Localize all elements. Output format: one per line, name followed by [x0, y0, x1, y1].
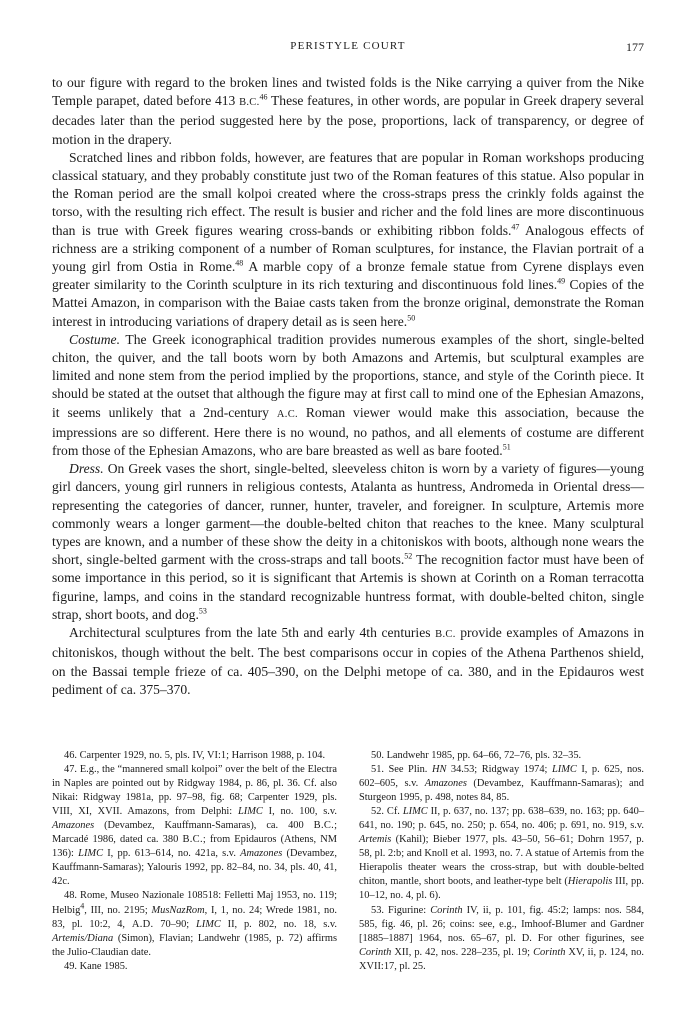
text-run: Roman viewer would make this association, because the impressions are so different. Here there is no wound, no pathos, and all elements of costume are different from those of the Ephesian Amazons, who are bare breasted as well as bare footed.	[52, 404, 644, 459]
text-run: ; Marcadé 1986, dated ca. 380	[52, 820, 337, 846]
italic-run: Artemis/Diana	[52, 932, 114, 944]
footnote-ref: 47	[511, 222, 520, 232]
small-caps-run: B.C.	[435, 629, 456, 641]
italic-run: Dress.	[69, 461, 104, 477]
running-head	[52, 40, 644, 58]
footnote-46	[52, 749, 337, 763]
text-run: (Kahil); Bieber 1977, pls. 43–50, 56–61; Dohrn 1957, p. 58, pl. 2:b; and Knoll et al. 1993, no. 7. A statue of Artemis from the Hierapolis theater wears the cross-strap, but with double-belted chiton, mantle, short boots, and leather-type belt (	[359, 834, 644, 888]
small-caps-run: B.C.	[239, 97, 260, 109]
footnote-ref: 48	[235, 258, 244, 268]
footnote-ref: 4	[80, 901, 85, 911]
italic-run: Corinth	[359, 946, 392, 958]
text-run: I, pp. 613–614, no. 421a, s.v.	[103, 848, 241, 860]
text-run: Copies of the Mattei Amazon, in comparison with the Baiae casts taken from the bronze original, demonstrate the Roman interest in introducing variations of drapery detail as is seen here.	[52, 277, 645, 329]
text-run: , III, no. 2195;	[84, 904, 152, 916]
page	[52, 40, 644, 699]
small-caps-run: A.D.	[131, 918, 154, 930]
paragraph	[52, 624, 644, 699]
footnote-ref: 52	[404, 551, 413, 561]
text-run: to our figure with regard to the broken lines and twisted folds is the Nike carrying a quiver from the Nike Temple parapet, dated before 413	[52, 75, 644, 109]
text-run: On Greek vases the short, single-belted, sleeveless chiton is worn by a variety of figures—young girl dancers, young girl runners in religious contests, Atalanta as huntress, Andromeda in Oriental dress—representing the categories of dancer, runner, hunter, traveler, and foreigner. In sculpture, Artemis more commonly wears a longer garment—the double-belted chiton that reaches to the knee. Many sculptural types are known, and a number of these show the deity in a chitoniskos with boots, although none wears the short, single-belted garment with the cross-straps and tall boots.	[52, 461, 644, 568]
small-caps-run: B.C.	[182, 834, 203, 846]
text-run: , I, 1, no. 24; Wrede 1981, no. 83, pl. 10:2, 4,	[52, 904, 337, 930]
text-run: III, pp. 10–12, no. 4, pl. 6).	[359, 876, 644, 902]
text-run: 48. Rome, Museo Nazionale 108518: Felletti Maj 1953, no. 119; Helbig	[52, 890, 337, 916]
paragraph	[52, 149, 644, 331]
footnote-ref: 49	[557, 276, 566, 286]
footnotes-left-column	[52, 749, 337, 974]
footnote-ref: 53	[198, 606, 207, 616]
italic-run: Hierapolis	[567, 876, 613, 888]
italic-run: Amazones	[240, 848, 283, 860]
text-run: XV, ii, p. 124, no. XVII:17, pl. 25.	[359, 946, 645, 972]
text-run: These features, in other words, are popular in Greek drapery several decades later than the period suggested here by the pose, proportions, lack of transparency, or degree of motion in the drapery.	[52, 93, 645, 147]
text-run: II, p. 802, no. 18, s.v.	[220, 918, 337, 930]
text-run: The recognition factor must have been of some importance in this period, so it is significant that Artemis is shown at Corinth on a Roman terracotta figurine, lamps, and coins in the standard recognizable huntress format, with double-belted chiton, single strap, short boots, and dog.	[52, 552, 644, 622]
italic-run: Amazones	[52, 820, 95, 832]
footnote-53	[359, 904, 644, 974]
paragraph	[52, 74, 644, 149]
footnote-49	[52, 960, 337, 974]
text-run: 46. Carpenter 1929, no. 5, pls. IV, VI:1; Harrison 1988, p. 104.	[64, 750, 326, 761]
text-run: 53. Figurine:	[371, 904, 431, 916]
text-run: II, p. 637, no. 137; pp. 638–639, no. 163; pp. 640–641, no. 190; p. 645, no. 250; p. 654, no. 406; p. 691, no. 919, s.v.	[359, 806, 645, 832]
text-run: ; from Epidauros (Athens, NM 136):	[52, 834, 337, 860]
text-run: I, p. 625, nos. 602–605, s.v.	[359, 764, 644, 790]
text-run: (Devambez, Kauffmann-Samaras); Yalouris 1992, pp. 82–84, no. 34, pls. 40, 41, 42c.	[52, 848, 337, 888]
italic-run: LIMC	[402, 806, 428, 818]
footnote-ref: 51	[502, 442, 511, 452]
italic-run: Artemis	[359, 834, 392, 846]
paragraph-dress	[52, 460, 644, 624]
text-run: 51. See Plin.	[371, 764, 432, 776]
text-run: A marble copy of a bronze female statue from Cyrene displays even greater similarity to the Corinth sculpture in its rich texturing and discontinuous fold lines.	[52, 259, 644, 293]
text-run: XII, p. 42, nos. 228–235, pl. 19;	[391, 946, 534, 958]
small-caps-run: B.C.	[313, 820, 335, 832]
italic-run: LIMC	[237, 806, 263, 818]
footnote-ref: 50	[407, 313, 416, 323]
text-run: 50. Landwehr 1985, pp. 64–66, 72–76, pls. 32–35.	[371, 750, 582, 761]
italic-run: Corinth	[533, 946, 566, 958]
small-caps-run: A.C.	[276, 408, 298, 420]
italic-run: MusNazRom	[151, 904, 205, 916]
paragraph-costume	[52, 331, 644, 460]
running-head-title: PERISTYLE COURT	[290, 40, 406, 52]
italic-run: LIMC	[195, 918, 221, 930]
text-run: (Simon), Flavian; Landwehr (1985, p. 72) affirms the Julio-Claudian date.	[52, 932, 337, 958]
italic-run: HN	[431, 764, 447, 776]
text-run: IV, ii, p. 101, fig. 45:2; lamps: nos. 584, 585, fig. 46, pl. 26; coins: see, e.g., Imhoof-Blumer and Gardner [1885–1887] 1964, nos. 65–67, pl. D. For other figurines, see	[359, 904, 645, 944]
page-number: 177	[626, 40, 644, 54]
footnote-47	[52, 763, 337, 889]
italic-run: Amazones	[424, 778, 467, 790]
text-run: 49. Kane 1985.	[64, 960, 128, 972]
footnote-48	[52, 889, 337, 959]
text-run: Architectural sculptures from the late 5th and early 4th centuries	[69, 625, 436, 641]
footnote-50	[359, 749, 644, 763]
text-run: 47. E.g., the “mannered small kolpoi” over the belt of the Electra in Naples are pointed out by Ridgway 1984, p. 86, pl. 36. Cf. also Nikai: Ridgway 1981a, pp. 97–98, fig. 68; Carpenter 1929, pls. VIII, XI, XVII. Amazons, from Delphi:	[52, 764, 337, 818]
text-run: Analogous effects of richness are a striking component of a number of Roman sculptures, for instance, the Flavian portrait of a young girl from Ostia in Rome.	[52, 222, 644, 275]
footnote-51	[359, 763, 644, 805]
footnotes-right-column	[359, 749, 644, 974]
text-run: 70–90;	[153, 918, 196, 930]
text-run: (Devambez, Kauffmann-Samaras); and Sturgeon 1995, p. 498, notes 84, 85.	[359, 778, 644, 804]
text-run: Scratched lines and ribbon folds, however, are features that are popular in Roman workshops producing classical statuary, and they probably constitute just two of the Roman features of this statue. Also popular in the Roman period are the small kolpoi created where the cross-straps press the crinkly folds against the torso, with the resulting rich effect. The result is busier and richer and the fold lines are more discontinuous than is true with Greek figures wearing cross-bands or exhibiting ribbon folds.	[52, 149, 644, 238]
text-run: 52. Cf.	[371, 806, 403, 818]
footnote-52	[359, 805, 644, 903]
body-text	[52, 74, 644, 699]
text-run: provide examples of Amazons in chitoniskos, though without the belt. The best comparisons occur in copies of the Athena Parthenos shield, on the Bassai temple frieze of ca. 405–390, on the Delphi metope of ca. 380, and in the Epidauros west pediment of ca. 375–370.	[52, 625, 645, 697]
italic-run: Costume.	[69, 331, 120, 347]
text-run: (Devambez, Kauffmann-Samaras), ca. 400	[94, 820, 314, 832]
footnote-ref: 46	[259, 92, 268, 102]
italic-run: LIMC	[551, 764, 577, 776]
text-run: 34.53; Ridgway 1974;	[446, 764, 552, 776]
footnotes	[52, 749, 644, 974]
text-run: The Greek iconographical tradition provides numerous examples of the short, single-belted chiton, the quiver, and the tall boots worn by both Amazons and Artemis, but sculptural examples are limited and none stem from the period implied by the proportions, stance, and style of the Corinth piece. It should be stated at the outset that although the figure may at first call to mind one of the Ephesian Amazons, it seems unlikely that a 2nd-century	[52, 331, 644, 420]
italic-run: Corinth	[430, 904, 463, 916]
italic-run: LIMC	[78, 848, 103, 860]
text-run: I, no. 100, s.v.	[262, 806, 337, 818]
